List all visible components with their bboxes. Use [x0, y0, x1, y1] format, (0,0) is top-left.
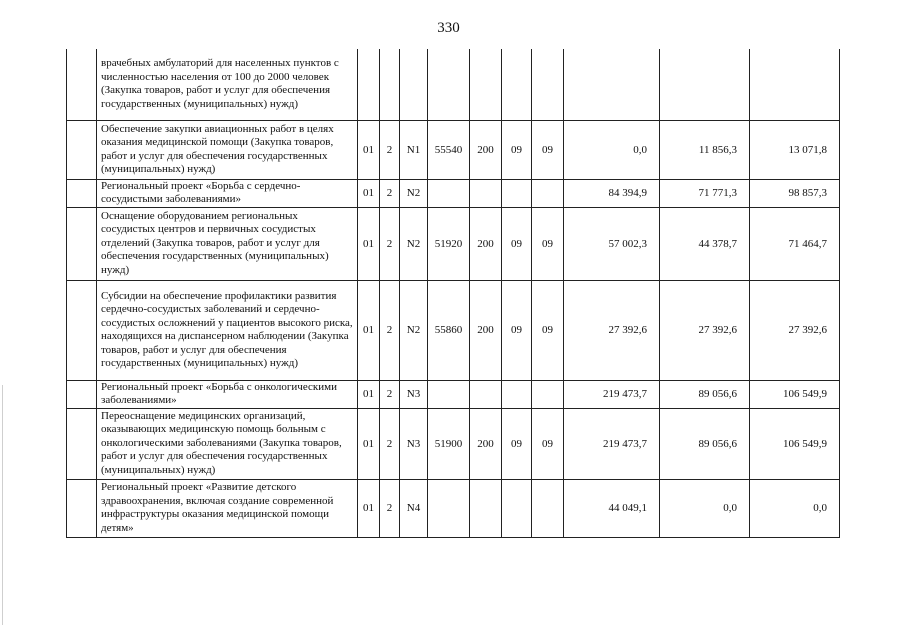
amount-cell: 11 856,3	[660, 120, 750, 179]
code-cell	[532, 380, 564, 408]
code-cell	[428, 179, 470, 207]
code-cell: 09	[532, 408, 564, 479]
code-cell: 09	[502, 280, 532, 380]
code-cell	[428, 479, 470, 537]
row-description: Региональный проект «Развитие детского здравоохранения, включая создание современной инфраструктуры оказания медицинской помощи детям»	[97, 479, 358, 537]
empty-cell	[67, 120, 97, 179]
amount-cell	[750, 49, 840, 120]
amount-cell: 219 473,7	[564, 380, 660, 408]
row-description: Региональный проект «Борьба с онкологическими заболеваниями»	[97, 380, 358, 408]
row-description: врачебных амбулаторий для населенных пунктов с численностью населения от 100 до 2000 человек (Закупка товаров, работ и услуг для обеспечения государственных (муниципальных) нужд)	[97, 49, 358, 120]
code-cell	[380, 49, 400, 120]
code-cell: 01	[358, 380, 380, 408]
row-description: Обеспечение закупки авиационных работ в целях оказания медицинской помощи (Закупка товаров, работ и услуг для обеспечения государственных (муниципальных) нужд)	[97, 120, 358, 179]
code-cell: 2	[380, 280, 400, 380]
code-cell: 01	[358, 280, 380, 380]
code-cell: N1	[400, 120, 428, 179]
empty-cell	[67, 207, 97, 280]
amount-cell: 44 378,7	[660, 207, 750, 280]
amount-cell: 0,0	[660, 479, 750, 537]
table-row	[67, 49, 840, 120]
amount-cell: 27 392,6	[564, 280, 660, 380]
code-cell: 2	[380, 408, 400, 479]
amount-cell: 13 071,8	[750, 120, 840, 179]
table-body	[67, 49, 840, 537]
empty-cell	[67, 49, 97, 120]
code-cell: 01	[358, 408, 380, 479]
code-cell: 2	[380, 479, 400, 537]
code-cell: 200	[470, 120, 502, 179]
amount-cell: 106 549,9	[750, 380, 840, 408]
table-row	[67, 479, 840, 537]
budget-table	[66, 49, 840, 538]
table-row	[67, 120, 840, 179]
code-cell: 2	[380, 179, 400, 207]
code-cell: N2	[400, 280, 428, 380]
amount-cell: 84 394,9	[564, 179, 660, 207]
code-cell: 200	[470, 280, 502, 380]
code-cell: 55860	[428, 280, 470, 380]
code-cell: 09	[502, 408, 532, 479]
amount-cell: 71 464,7	[750, 207, 840, 280]
code-cell: 01	[358, 479, 380, 537]
amount-cell	[564, 49, 660, 120]
amount-cell: 106 549,9	[750, 408, 840, 479]
code-cell: 200	[470, 207, 502, 280]
code-cell: 09	[502, 207, 532, 280]
row-description: Региональный проект «Борьба с сердечно-сосудистыми заболеваниями»	[97, 179, 358, 207]
code-cell	[470, 479, 502, 537]
amount-cell: 98 857,3	[750, 179, 840, 207]
code-cell	[502, 479, 532, 537]
empty-cell	[67, 479, 97, 537]
row-description: Переоснащение медицинских организаций, оказывающих медицинскую помощь больным с онкологическими заболеваниями (Закупка товаров, работ и услуг для обеспечения государственных (муниципальных) нужд)	[97, 408, 358, 479]
table-row	[67, 207, 840, 280]
amount-cell: 0,0	[750, 479, 840, 537]
code-cell: N4	[400, 479, 428, 537]
code-cell	[428, 380, 470, 408]
empty-cell	[67, 380, 97, 408]
code-cell: 09	[532, 120, 564, 179]
code-cell: 09	[532, 207, 564, 280]
code-cell	[502, 49, 532, 120]
amount-cell: 44 049,1	[564, 479, 660, 537]
table-row	[67, 179, 840, 207]
amount-cell: 0,0	[564, 120, 660, 179]
code-cell: N2	[400, 179, 428, 207]
code-cell	[470, 179, 502, 207]
code-cell: 55540	[428, 120, 470, 179]
code-cell	[358, 49, 380, 120]
amount-cell: 219 473,7	[564, 408, 660, 479]
table-row	[67, 280, 840, 380]
code-cell	[532, 479, 564, 537]
amount-cell: 27 392,6	[750, 280, 840, 380]
scan-margin-line	[2, 385, 3, 625]
code-cell: 200	[470, 408, 502, 479]
code-cell	[470, 380, 502, 408]
table-row	[67, 380, 840, 408]
amount-cell	[660, 49, 750, 120]
empty-cell	[67, 179, 97, 207]
code-cell: 51900	[428, 408, 470, 479]
code-cell: 09	[532, 280, 564, 380]
row-description: Оснащение оборудованием региональных сосудистых центров и первичных сосудистых отделений (Закупка товаров, работ и услуг для обеспечения государственных (муниципальных) нужд)	[97, 207, 358, 280]
page-number: 330	[437, 20, 460, 36]
code-cell: 01	[358, 207, 380, 280]
amount-cell: 71 771,3	[660, 179, 750, 207]
empty-cell	[67, 408, 97, 479]
empty-cell	[67, 280, 97, 380]
code-cell: N3	[400, 408, 428, 479]
code-cell	[532, 49, 564, 120]
code-cell: 01	[358, 179, 380, 207]
code-cell: 2	[380, 207, 400, 280]
row-description: Субсидии на обеспечение профилактики развития сердечно-сосудистых заболеваний и сердечно-сосудистых осложнений у пациентов высокого риска, находящихся на диспансерном наблюдении (Закупка товаров, работ и услуг для обеспечения государственных (муниципальных) нужд)	[97, 280, 358, 380]
amount-cell: 89 056,6	[660, 380, 750, 408]
code-cell: 51920	[428, 207, 470, 280]
code-cell: N3	[400, 380, 428, 408]
code-cell: 2	[380, 120, 400, 179]
code-cell	[502, 380, 532, 408]
code-cell	[502, 179, 532, 207]
code-cell	[532, 179, 564, 207]
code-cell: 09	[502, 120, 532, 179]
amount-cell: 27 392,6	[660, 280, 750, 380]
code-cell: 2	[380, 380, 400, 408]
code-cell	[400, 49, 428, 120]
amount-cell: 57 002,3	[564, 207, 660, 280]
amount-cell: 89 056,6	[660, 408, 750, 479]
table-row	[67, 408, 840, 479]
code-cell	[470, 49, 502, 120]
code-cell: 01	[358, 120, 380, 179]
code-cell: N2	[400, 207, 428, 280]
code-cell	[428, 49, 470, 120]
